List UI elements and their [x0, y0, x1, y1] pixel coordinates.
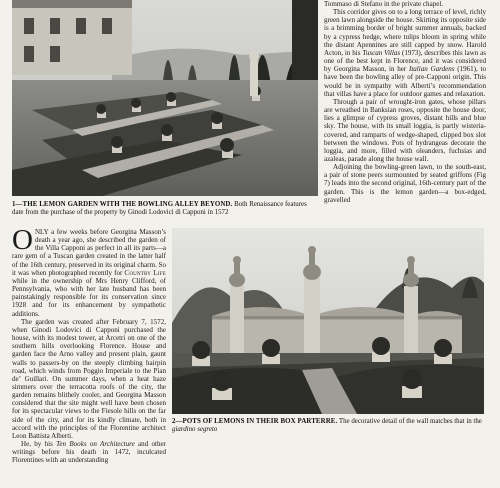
caption-figure-2 [172, 418, 484, 434]
caption-figure-1 [12, 201, 318, 217]
right-paragraph-4-text: Adjoining the bowling-green lawn, to the south-east, a pair of stone peers surmounted by seated griffons (Fig 7) leads into the second original, 16th-century part of the garden. This is the lemon garden—a box-edged, gravelled [324, 163, 486, 204]
magazine-name: Country Life [124, 268, 166, 277]
right-paragraph-4 [324, 163, 486, 204]
left-paragraph-3-text: He, by his [21, 440, 57, 449]
left-paragraph-1-text-b: while in the ownership of Mrs Henry Clifford, of Pennsylvania, who with her late husband has been painstakingly responsible for its conservation since 1928 and for its enhancement by sympathetic additions. [12, 276, 166, 318]
right-paragraph-2-text-c: (1961), to have been the bowling alley of pre-Capponi origin. This would be in sympathy with Alberti’s recommendation that villas have a place for outdoor games and relaxation. [324, 65, 486, 98]
right-paragraph-2 [324, 8, 486, 98]
book-title-italian-gardens: Italian Gardens [408, 65, 455, 74]
photo-lemon-garden [12, 0, 318, 196]
right-paragraph-3 [324, 98, 486, 163]
article-column-left [12, 224, 166, 465]
left-paragraph-3-text-b: and other writings before his death in 1472, inculcated Florentines with an understanding [12, 440, 166, 465]
caption-figure-2-lead: 2—POTS OF LEMONS IN THEIR BOX PARTERRE. [172, 418, 338, 425]
caption-figure-1-lead: 1—THE LEMON GARDEN WITH THE BOWLING ALLEY BEYOND. [12, 201, 233, 208]
drop-cap: O [12, 224, 33, 256]
photo-lemon-pots-image [172, 228, 484, 414]
left-paragraph-1 [12, 224, 166, 318]
left-paragraph-1-text: NLY a few weeks before Georgina Masson’s death a year ago, she described the garden of the Villa Capponi as perfect in all its parts—a rare gem of a Tuscan garden created in the latter half of the 16th century, preserved in its original charm. So it was when photographed recently for [12, 228, 166, 277]
caption-figure-1-text: Both Renaissance features date from the purchase of the property by Ginodi Lodovici di Capponi in 1572 [12, 201, 307, 217]
right-paragraph-2-text: This corridor gives on to a long terrace of level, richly green lawn alongside the house. Skirting its opposite side is a brimming border of bright summer annuals, backed by a cypress hedge, where tulips bloom in spring while the distant Apennines are still capped by snow. Harold Acton, in his [324, 8, 486, 57]
right-paragraph-1 [324, 0, 486, 8]
right-paragraph-1-text: Tommaso di Stefano in the private chapel. [324, 0, 444, 8]
right-paragraph-2-text-b: (1973), describes this lawn as one of the best kept in Florence, and it was considered by Georgina Masson, in her [324, 48, 487, 74]
article-column-right [324, 0, 486, 204]
left-paragraph-2-text: The garden was created after February 7, 1572, when Ginodi Lodovici di Capponi purchased the house, with its modest tower, at Arcetri on one of the southern hills overlooking Florence. House and garden face the Arno valley and present plain, gaunt walls to passers-by on the steeply climbing hairpin road, which winds from Poggio Imperiale to the Pian de’ Guillari. On summer days, when a heat haze simmers over the terracotta roofs of the city, the garden remains blithely cooler, and Georgina Masson considered that the site might well have been chosen for its spectacular views to the Fiesole hills on the far side of the city, and for its kindly climate, both in accord with the principles of the Florentine architect Leon Battista Alberti. [12, 317, 166, 440]
photo-lemon-pots-parterre [172, 228, 484, 414]
book-title-tuscan-villas: Tuscan Villas [362, 48, 401, 57]
caption-figure-2-em: giardino segreto [172, 426, 218, 434]
book-title-ten-books: Ten Books on Architecture [56, 440, 135, 449]
left-paragraph-2 [12, 318, 166, 440]
caption-figure-2-text: The decorative detail of the wall matches that in the [337, 418, 482, 425]
left-paragraph-3 [12, 440, 166, 464]
right-paragraph-3-text: Through a pair of wrought-iron gates, whose pillars are wreathed in Banksian roses, opposite the house door, lies a glimpse of cypress groves, distant hills and blue sky. The house, with its small loggia, is partly wisteria-covered, and ramparts of wedge-shaped, clipped box slot between the windows. Pots of hydrangeas decorate the loggia, and more, filled with oleanders, fuchsias and azaleas, parade along the house wall. [324, 97, 486, 163]
photo-lemon-garden-image [12, 0, 318, 196]
